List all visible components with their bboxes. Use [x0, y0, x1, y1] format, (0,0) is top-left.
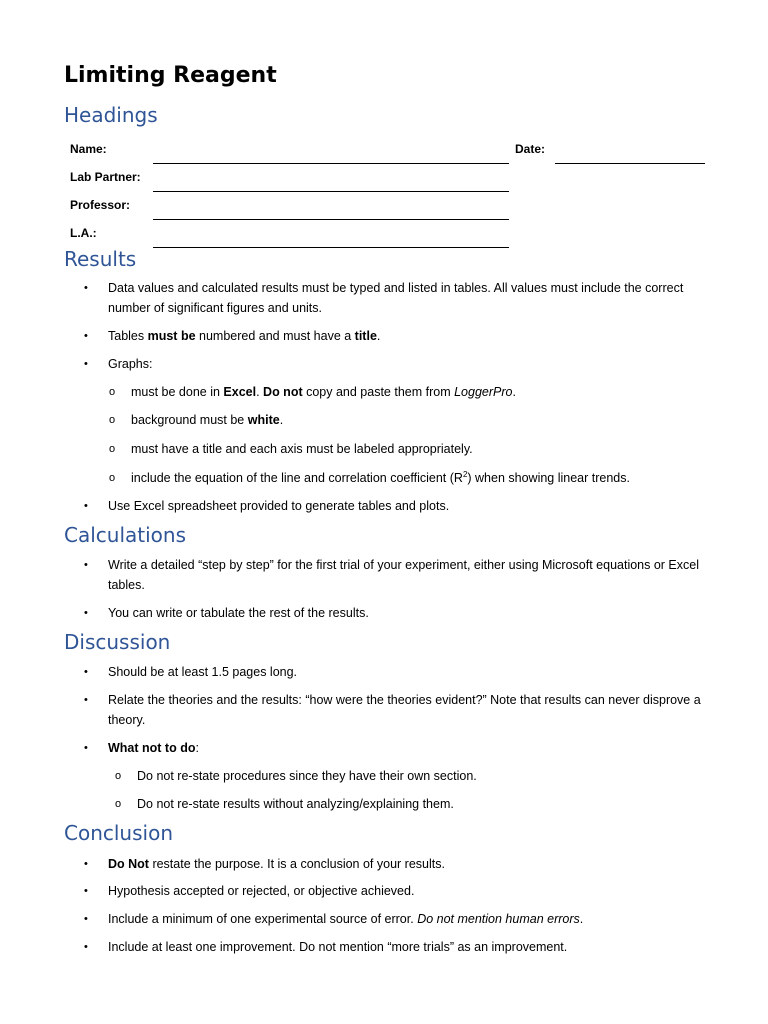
list-item: • Include a minimum of one experimental source of error. Do not mention human errors. [84, 909, 704, 929]
date-field-line[interactable] [555, 163, 705, 164]
bullet-icon: • [84, 858, 88, 870]
sub-list-item: o background must be white. [109, 410, 689, 430]
sub-bullet-icon: o [109, 414, 116, 426]
la-field-line[interactable] [153, 247, 509, 248]
professor-field-line[interactable] [153, 219, 509, 220]
la-label: L.A.: [70, 226, 97, 240]
lab-partner-field-line[interactable] [153, 191, 509, 192]
sub-list-item: o must be done in Excel. Do not copy and paste them from LoggerPro. [109, 382, 689, 402]
section-heading-headings: Headings [64, 103, 158, 127]
bullet-icon: • [84, 500, 88, 512]
list-item: • Use Excel spreadsheet provided to generate tables and plots. [84, 496, 704, 516]
bullet-icon: • [84, 885, 88, 897]
bullet-icon: • [84, 282, 88, 294]
bullet-icon: • [84, 358, 88, 370]
list-item: • Do Not restate the purpose. It is a conclusion of your results. [84, 854, 704, 874]
sub-bullet-icon: o [109, 386, 116, 398]
section-heading-conclusion: Conclusion [64, 821, 173, 845]
sub-bullet-icon: o [109, 443, 116, 455]
bullet-icon: • [84, 742, 88, 754]
section-heading-calculations: Calculations [64, 523, 186, 547]
bullet-icon: • [84, 913, 88, 925]
sub-bullet-icon: o [115, 798, 122, 810]
bullet-icon: • [84, 694, 88, 706]
bullet-icon: • [84, 330, 88, 342]
document-title: Limiting Reagent [64, 63, 277, 88]
sub-list-item: o Do not re-state procedures since they have their own section. [115, 766, 695, 786]
list-item: • Include at least one improvement. Do not mention “more trials” as an improvement. [84, 937, 704, 957]
sub-list-item: o must have a title and each axis must be labeled appropriately. [109, 439, 689, 459]
sub-list-item: o Do not re-state results without analyzing/explaining them. [115, 794, 695, 814]
lab-partner-label: Lab Partner: [70, 170, 141, 184]
list-item: • Relate the theories and the results: “how were the theories evident?” Note that results can never disprove a theory. [84, 690, 704, 730]
name-field-line[interactable] [153, 163, 509, 164]
bullet-icon: • [84, 607, 88, 619]
sub-bullet-icon: o [109, 472, 116, 484]
list-item: • Should be at least 1.5 pages long. [84, 662, 704, 682]
sub-list-item: o include the equation of the line and correlation coefficient $(R^2)$ when showing linear trends. [109, 468, 689, 488]
list-item: • Graphs: [84, 354, 704, 374]
list-item: • Hypothesis accepted or rejected, or objective achieved. [84, 881, 704, 901]
date-label: Date: [515, 142, 546, 156]
list-item: • You can write or tabulate the rest of the results. [84, 603, 704, 623]
list-item: • What not to do: [84, 738, 704, 758]
name-label: Name: [70, 142, 107, 156]
sub-bullet-icon: o [115, 770, 122, 782]
bullet-icon: • [84, 666, 88, 678]
list-item: • Write a detailed “step by step” for the first trial of your experiment, either using Microsoft equations or Excel tables. [84, 555, 704, 595]
professor-label: Professor: [70, 198, 131, 212]
section-heading-discussion: Discussion [64, 630, 171, 654]
section-heading-results: Results [64, 247, 137, 271]
bullet-icon: • [84, 941, 88, 953]
bullet-icon: • [84, 559, 88, 571]
list-item: • Data values and calculated results must be typed and listed in tables. All values must include the correct number of significant figures and units. [84, 278, 704, 318]
list-item: • Tables must be numbered and must have a title. [84, 326, 704, 346]
